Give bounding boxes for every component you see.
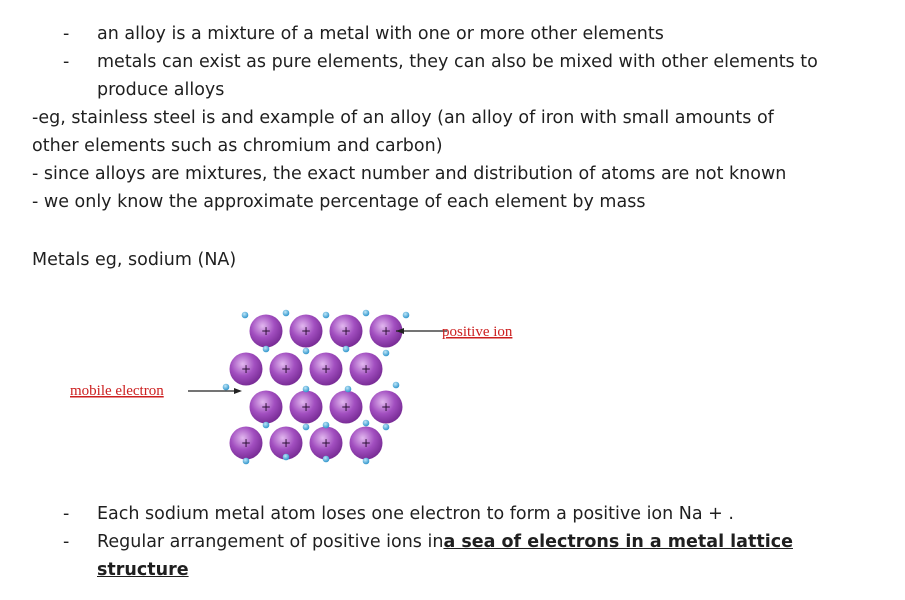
electron [323,312,330,319]
electron [243,458,250,465]
mobile-electron-arrowhead [234,388,242,394]
ion-charge-symbol: + [280,362,292,376]
bullet-marker: - [63,52,70,72]
ion-charge-symbol: + [260,324,272,338]
alloy-note-3: - we only know the approximate percentage of each element by mass [32,192,646,212]
ion-charge-symbol: + [300,324,312,338]
electron [263,346,270,353]
alloy-bullet-2: metals can exist as pure elements, they can also be mixed with other elements to [97,52,818,72]
bullet-marker: - [63,532,70,552]
sodium-bullet-2 [97,528,793,556]
ion-charge-symbol: + [240,362,252,376]
sodium-bullet-2-cont: structure [97,560,189,580]
bullet-marker: - [63,24,70,44]
electron [283,454,290,461]
electron [242,312,249,319]
electron [363,310,370,317]
electron [345,386,352,393]
bullet-marker: - [63,504,70,524]
electron [263,422,270,429]
electron [303,424,310,431]
sodium-bullet-1: Each sodium metal atom loses one electron to form a positive ion Na + . [97,504,734,524]
electron [343,346,350,353]
ion-charge-symbol: + [260,400,272,414]
alloy-bullet-1: an alloy is a mixture of a metal with one or more other elements [97,24,664,44]
ion-charge-symbol: + [340,324,352,338]
ion-charge-symbol: + [300,400,312,414]
sea-of-electrons-emphasis: a sea of electrons in a metal lattice [443,532,793,552]
electron [403,312,410,319]
alloy-note-1: -eg, stainless steel is and example of an alloy (an alloy of iron with small amounts of [32,108,774,128]
electron [383,424,390,431]
alloy-note-2: - since alloys are mixtures, the exact number and distribution of atoms are not known [32,164,787,184]
alloy-bullet-2-cont: produce alloys [97,80,225,100]
sodium-bullet-2-text: Regular arrangement of positive ions in [97,532,444,552]
ion-charge-symbol: + [240,436,252,450]
electron [323,456,330,463]
ion-charge-symbol: + [380,400,392,414]
electron [323,422,330,429]
electron [283,310,290,317]
electron [303,386,310,393]
ion-charge-symbol: + [380,324,392,338]
electron [363,458,370,465]
electron [303,348,310,355]
ion-charge-symbol: + [280,436,292,450]
ion-charge-symbol: + [360,436,372,450]
ion-charge-symbol: + [320,362,332,376]
metallic-bonding-diagram [60,305,550,475]
metals-heading: Metals eg, sodium (NA) [32,250,237,270]
ion-charge-symbol: + [320,436,332,450]
electron [363,420,370,427]
positive-ion-label: positive ion [442,324,513,340]
electron [383,350,390,357]
alloy-note-1-cont: other elements such as chromium and carbon) [32,136,443,156]
mobile-electron-label: mobile electron [70,383,164,399]
ion-charge-symbol: + [360,362,372,376]
electron [223,384,230,391]
electron [393,382,400,389]
ion-charge-symbol: + [340,400,352,414]
